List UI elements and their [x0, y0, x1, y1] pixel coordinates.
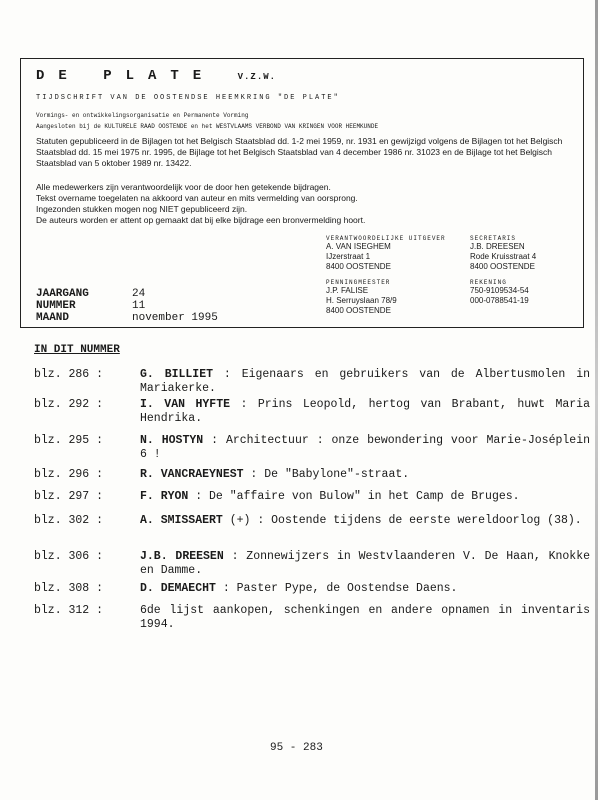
publisher-city: 8400 OOSTENDE [326, 262, 391, 271]
toc-page-ref: blz. 292 : [34, 398, 104, 411]
treasurer-label: PENNINGMEESTER [326, 279, 391, 286]
toc-page-ref: blz. 296 : [34, 468, 104, 481]
affiliation-line: Aangesloten bij de KULTURELE RAAD OOSTENDE en het WESTVLAAMS VERBOND VAN KRINGEN VOOR HEEMKUNDE [36, 123, 379, 130]
scan-edge [595, 0, 598, 800]
jaargang-label: JAARGANG [36, 288, 89, 300]
note-line: Ingezonden stukken mogen nog NIET gepubliceerd zijn. [36, 204, 248, 214]
treasurer-block [326, 279, 397, 316]
secretary-label: SECRETARIS [470, 235, 517, 242]
secretary-name: J.B. DREESEN [470, 242, 525, 251]
toc-title: : Prins Leopold, hertog van Brabant, huwt Maria Hendrika. [140, 398, 590, 425]
toc-author: J.B. DREESEN [140, 550, 224, 563]
journal-title: DE PLATE V.Z.W. [36, 68, 277, 84]
account-block [470, 279, 529, 306]
toc-title: 6de lijst aankopen, schenkingen en andere opnamen in inventaris 1994. [140, 604, 590, 631]
treasurer-street: H. Serruyslaan 78/9 [326, 296, 397, 305]
publisher-name: A. VAN ISEGHEM [326, 242, 391, 251]
toc-author: F. RYON [140, 490, 189, 503]
publisher-block [326, 235, 446, 272]
statutes-text: Statuten gepubliceerd in de Bijlagen tot het Belgisch Staatsblad dd. 1-2 mei 1959, nr. 1931 en gewijzigd volgens de Bijlagen tot het Belgisch Staatsblad dd. 15 mei 1975 nr. 1995, de Bijlage tot het Belgisch Staatsblad van 4 december 1986 nr. 31023 en de Bijlage tot het Belgisch Staatsblad van 5 oktober 1989 nr. 13422. [36, 136, 563, 168]
toc-author: N. HOSTYN [140, 434, 204, 447]
toc-page-ref: blz. 286 : [34, 368, 104, 381]
account-label: REKENING [470, 279, 507, 286]
publisher-label: VERANTWOORDELIJKE UITGEVER [326, 235, 446, 242]
toc-page-ref: blz. 312 : [34, 604, 104, 617]
treasurer-name: J.P. FALISE [326, 286, 369, 295]
toc-entry-text [140, 468, 590, 482]
toc-author: R. VANCRAEYNEST [140, 468, 244, 481]
note-line: De auteurs worden er attent op gemaakt dat bij elke bijdrage een bronvermelding hoort. [36, 215, 366, 225]
secretary-city: 8400 OOSTENDE [470, 262, 535, 271]
maand-value: november 1995 [132, 312, 218, 324]
toc-entry-text [140, 604, 590, 632]
toc-entry-text [140, 514, 590, 528]
toc-page-ref: blz. 306 : [34, 550, 104, 563]
page-number: 95 - 283 [270, 742, 323, 754]
jaargang-value: 24 [132, 288, 146, 300]
secretary-block [470, 235, 536, 272]
treasurer-city: 8400 OOSTENDE [326, 306, 391, 315]
nummer-value: 11 [132, 300, 146, 312]
notes-block [36, 182, 571, 226]
maand-label: MAAND [36, 312, 70, 324]
note-line: Alle medewerkers zijn verantwoordelijk voor de door hen getekende bijdragen. [36, 182, 331, 192]
toc-title: : Architectuur : onze bewondering voor Marie-Joséplein 6 ! [140, 434, 590, 461]
toc-author: A. SMISSAERT [140, 514, 223, 527]
toc-author: D. DEMAECHT [140, 582, 216, 595]
toc-entry-text [140, 368, 590, 396]
toc-title: : De "Babylone"-straat. [243, 468, 410, 481]
account-number: 000-0788541-19 [470, 296, 529, 305]
toc-author: I. VAN HYFTE [140, 398, 230, 411]
toc-page-ref: blz. 308 : [34, 582, 104, 595]
organisation-line: Vormings- en ontwikkelingsorganisatie en Permanente Vorming [36, 112, 249, 119]
toc-entry-text [140, 490, 590, 504]
note-line: Tekst overname toegelaten na akkoord van auteur en mits vermelding van oorsprong. [36, 193, 358, 203]
toc-page-ref: blz. 302 : [34, 514, 104, 527]
toc-entry-text [140, 434, 590, 462]
toc-page-ref: blz. 297 : [34, 490, 104, 503]
toc-entry-text [140, 550, 590, 578]
toc-author: G. BILLIET [140, 368, 214, 381]
publisher-street: IJzerstraat 1 [326, 252, 371, 261]
account-number: 750-9109534-54 [470, 286, 529, 295]
toc-title: : Paster Pype, de Oostendse Daens. [215, 582, 458, 595]
toc-entry-text [140, 582, 590, 596]
toc-page-ref: blz. 295 : [34, 434, 104, 447]
nummer-label: NUMMER [36, 300, 76, 312]
toc-title: (+) : Oostende tijdens de eerste wereldoorlog (38). [222, 514, 582, 527]
toc-heading: IN DIT NUMMER [34, 344, 120, 356]
journal-subtitle: TIJDSCHRIFT VAN DE OOSTENDSE HEEMKRING "DE PLATE" [36, 94, 340, 102]
toc-title: : Eigenaars en gebruikers van de Albertusmolen in Mariakerke. [140, 368, 591, 395]
toc-title: : Zonnewijzers in Westvlaanderen V. De Haan, Knokke en Damme. [140, 550, 590, 577]
secretary-street: Rode Kruisstraat 4 [470, 252, 537, 261]
toc-title: : De "affaire von Bulow" in het Camp de Bruges. [188, 490, 520, 503]
toc-entry-text [140, 398, 590, 426]
